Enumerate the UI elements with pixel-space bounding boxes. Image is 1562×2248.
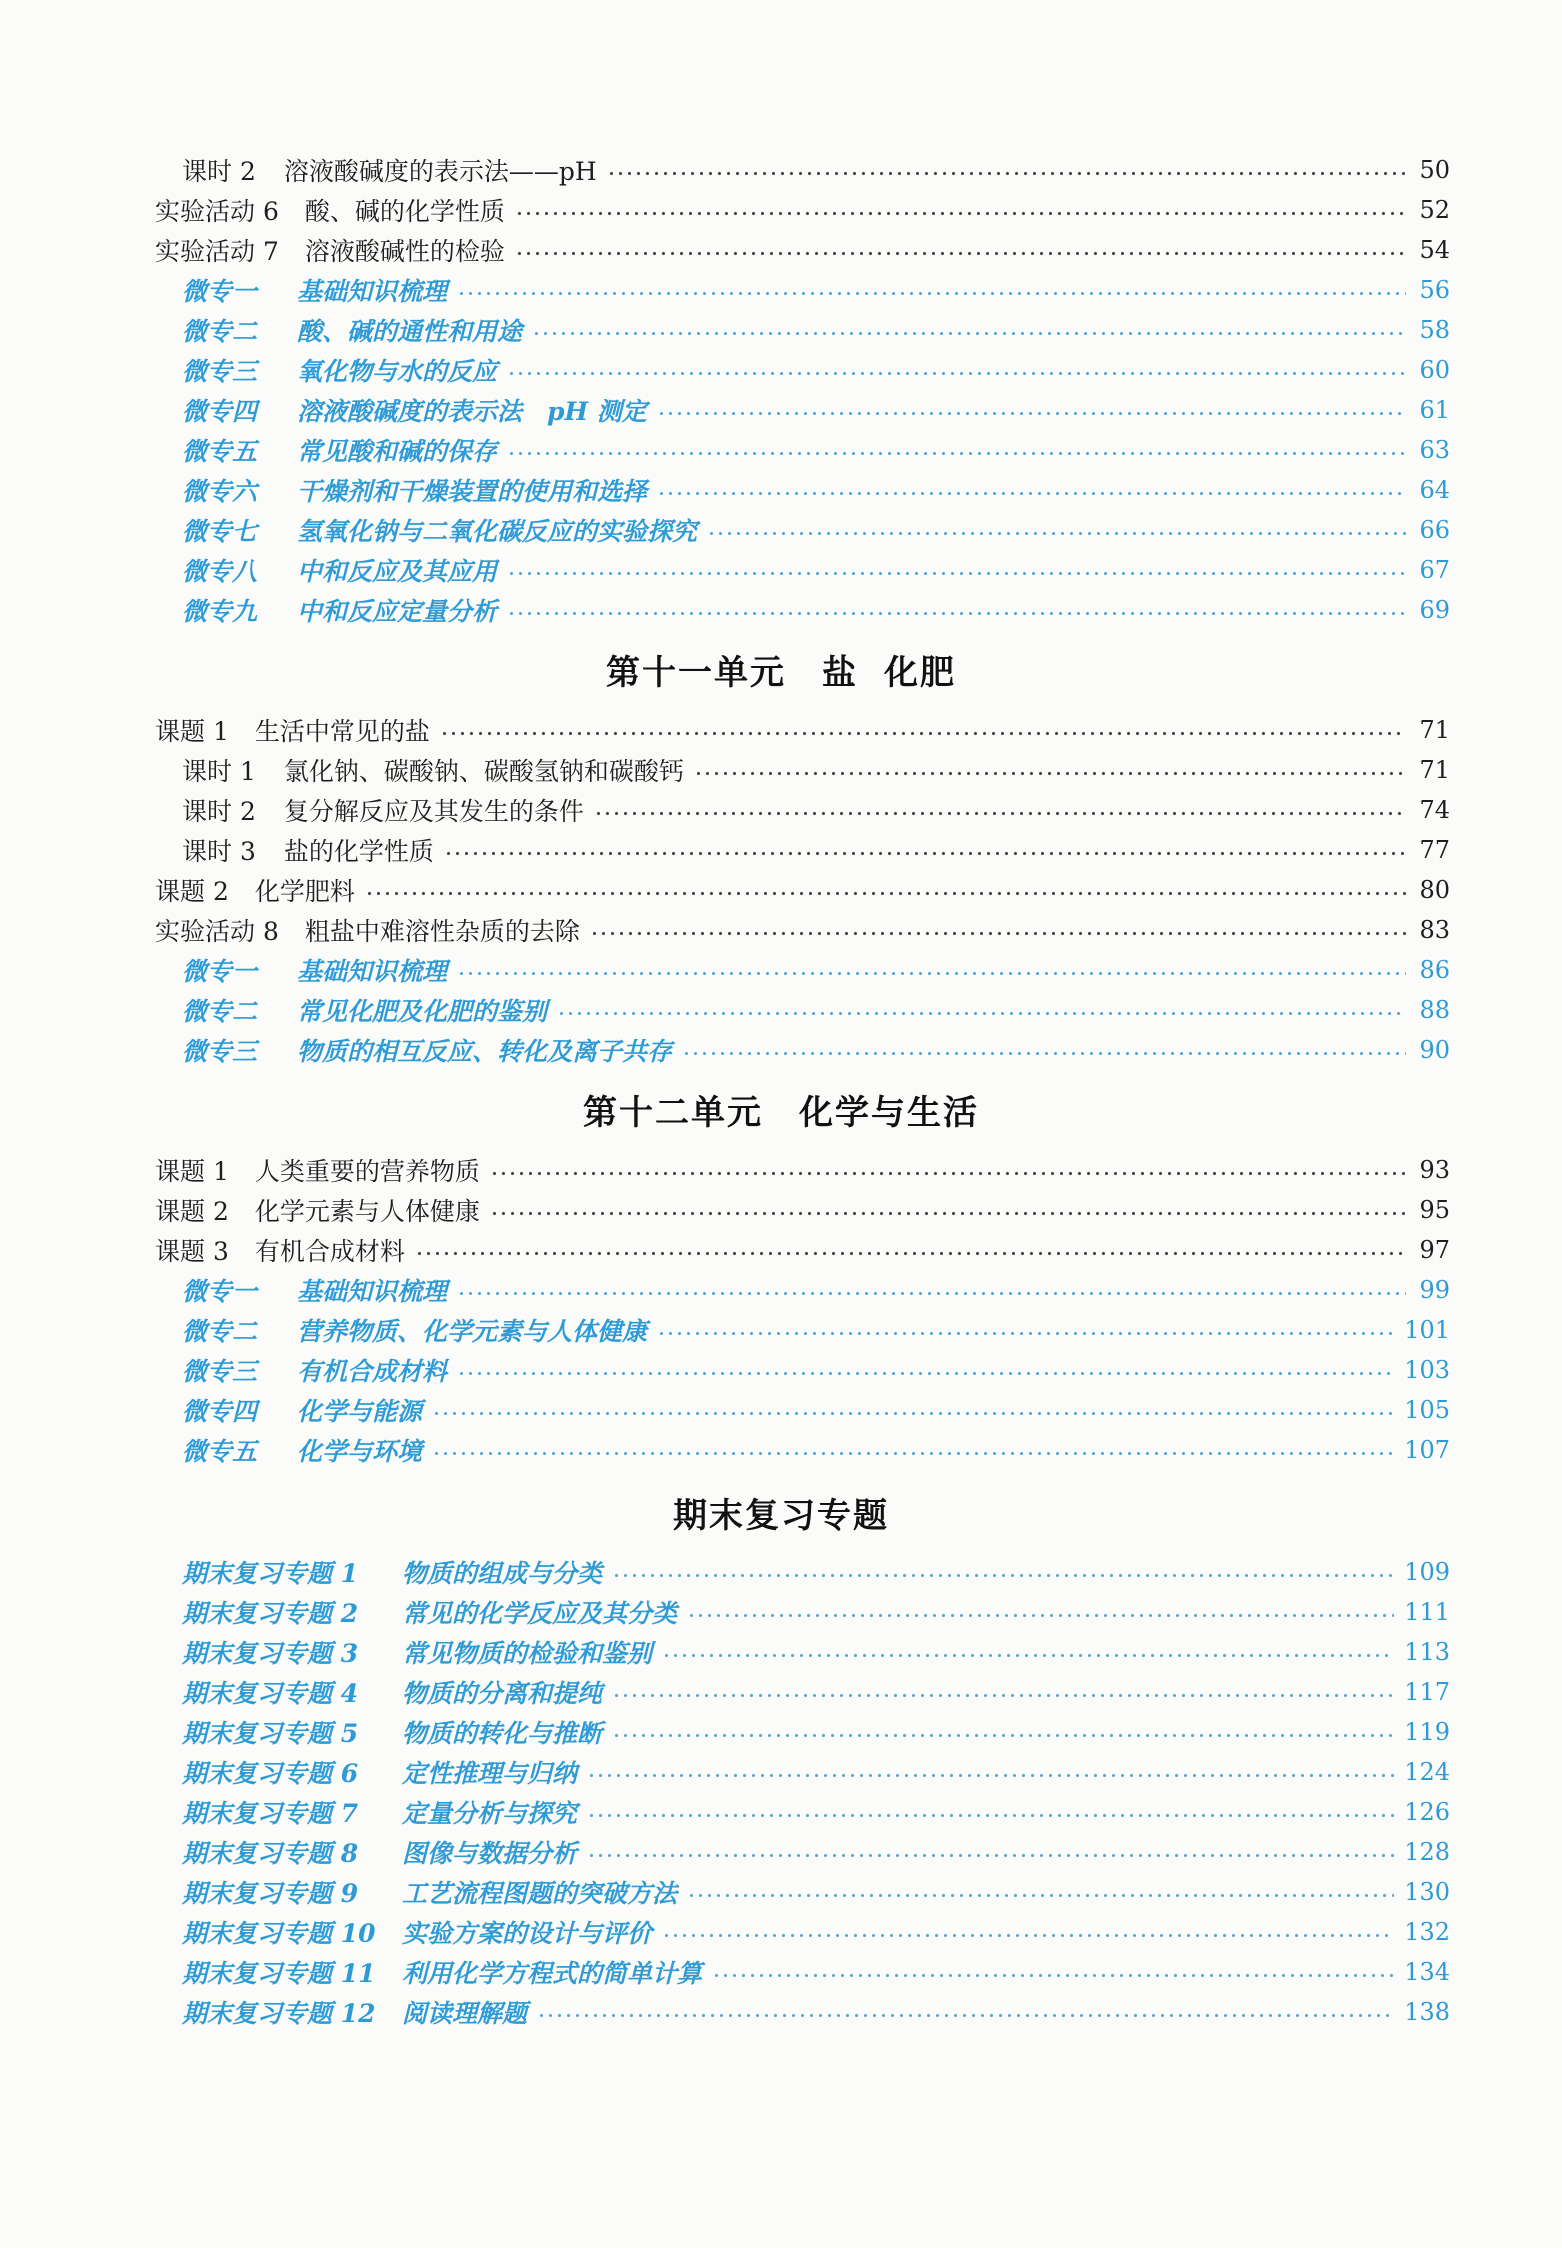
entry-title: 化学与能源 [297, 1397, 423, 1426]
entry-page: 61 [1419, 396, 1450, 424]
leader-dots [590, 932, 1406, 935]
entry-page: 90 [1419, 1036, 1450, 1064]
leader-dots [712, 1974, 1394, 1977]
leader-dots [432, 1452, 1394, 1455]
entry-title: 工艺流程图题的突破方法 [402, 1879, 678, 1908]
entry-kind: 期末复习专题 8 [182, 1839, 359, 1868]
entry-page: 117 [1404, 1678, 1450, 1706]
toc-row-micro[interactable] [0, 950, 1562, 990]
toc-row-micro[interactable] [0, 1390, 1562, 1430]
entry-kind: 实验活动 7 [155, 237, 279, 266]
entry-title: 化学与环境 [297, 1437, 423, 1466]
leader-dots [612, 1734, 1394, 1737]
leader-dots [507, 372, 1406, 375]
entry-page: 130 [1404, 1878, 1450, 1906]
toc-row-review[interactable] [0, 1592, 1562, 1632]
entry-kind: 微专二 [182, 317, 258, 346]
entry-title: 定量分析与探究 [402, 1799, 578, 1828]
entry-title: 酸、碱的通性和用途 [297, 317, 523, 346]
leader-dots [587, 1814, 1394, 1817]
leader-dots [507, 452, 1406, 455]
entry-kind: 期末复习专题 3 [182, 1639, 359, 1668]
entry-kind: 期末复习专题 2 [182, 1599, 359, 1628]
toc-row-micro[interactable] [0, 350, 1562, 390]
toc-row-micro[interactable] [0, 1310, 1562, 1350]
leader-dots [694, 772, 1406, 775]
leader-dots [537, 2014, 1394, 2017]
toc-row-review[interactable] [0, 1912, 1562, 1952]
toc-row-micro[interactable] [0, 270, 1562, 310]
entry-page: 113 [1404, 1638, 1450, 1666]
entry-title: 常见化肥及化肥的鉴别 [297, 997, 548, 1026]
entry-kind: 课题 2 [155, 877, 229, 906]
toc-section-unit11 [0, 710, 1562, 1070]
entry-kind: 期末复习专题 7 [182, 1799, 359, 1828]
toc-row-review[interactable] [0, 1712, 1562, 1752]
entry-page: 88 [1419, 996, 1450, 1024]
entry-kind: 期末复习专题 4 [182, 1679, 359, 1708]
entry-kind: 课时 1 [182, 757, 256, 786]
entry-title: 化学元素与人体健康 [254, 1197, 480, 1226]
entry-page: 99 [1419, 1276, 1450, 1304]
toc-row-micro[interactable] [0, 470, 1562, 510]
entry-kind: 微专三 [182, 357, 258, 386]
toc-row[interactable] [0, 910, 1562, 950]
leader-dots [457, 1372, 1394, 1375]
entry-page: 71 [1419, 756, 1450, 784]
entry-kind: 实验活动 6 [155, 197, 279, 226]
review-heading [0, 1488, 1562, 1537]
leader-dots [657, 1332, 1394, 1335]
leader-dots [457, 972, 1406, 975]
entry-title: 利用化学方程式的简单计算 [402, 1959, 703, 1988]
entry-page: 52 [1419, 196, 1450, 224]
toc-row-review[interactable] [0, 1632, 1562, 1672]
leader-dots [515, 252, 1406, 255]
leader-dots [532, 332, 1406, 335]
toc-row[interactable] [0, 750, 1562, 790]
toc-row-review[interactable] [0, 1832, 1562, 1872]
toc-row-micro[interactable] [0, 390, 1562, 430]
unit11-heading [0, 645, 1562, 694]
entry-title: 基础知识梳理 [297, 957, 448, 986]
entry-page: 111 [1404, 1598, 1450, 1626]
entry-page: 63 [1419, 436, 1450, 464]
leader-dots [662, 1654, 1394, 1657]
toc-row-review[interactable] [0, 1992, 1562, 2032]
entry-title: 图像与数据分析 [402, 1839, 578, 1868]
entry-kind: 课时 3 [182, 837, 256, 866]
toc-row[interactable] [0, 230, 1562, 270]
toc-row[interactable] [0, 1190, 1562, 1230]
leader-dots [587, 1854, 1394, 1857]
entry-title: 常见物质的检验和鉴别 [402, 1639, 653, 1668]
toc-row[interactable] [0, 1230, 1562, 1270]
toc-row-micro[interactable] [0, 430, 1562, 470]
entry-kind: 期末复习专题 11 [182, 1959, 376, 1988]
toc-row[interactable] [0, 150, 1562, 190]
toc-row-micro[interactable] [0, 310, 1562, 350]
entry-page: 107 [1404, 1436, 1450, 1464]
unit11-heading-number: 第十一单元 [606, 653, 786, 693]
unit12-heading-title: 化学与生活 [799, 1093, 979, 1133]
entry-title: 氯化钠、碳酸钠、碳酸氢钠和碳酸钙 [283, 757, 684, 786]
leader-dots [594, 812, 1406, 815]
toc-row-micro[interactable] [0, 590, 1562, 630]
entry-title: 阅读理解题 [402, 1999, 528, 2028]
entry-kind: 课时 2 [182, 797, 256, 826]
unit11-heading-title-a: 盐 [822, 653, 858, 693]
entry-page: 74 [1419, 796, 1450, 824]
toc-section-review [0, 1552, 1562, 2032]
entry-title: 有机合成材料 [254, 1237, 405, 1266]
entry-page: 83 [1419, 916, 1450, 944]
leader-dots [457, 292, 1406, 295]
toc-row-micro[interactable] [0, 1030, 1562, 1070]
entry-page: 71 [1419, 716, 1450, 744]
entry-kind: 微专三 [182, 1037, 258, 1066]
toc-row[interactable] [0, 830, 1562, 870]
entry-kind: 期末复习专题 10 [182, 1919, 376, 1948]
toc-row-review[interactable] [0, 1752, 1562, 1792]
entry-page: 77 [1419, 836, 1450, 864]
entry-page: 93 [1419, 1156, 1450, 1184]
entry-title: 溶液酸碱度的表示法——pH [283, 157, 597, 186]
entry-title: 干燥剂和干燥装置的使用和选择 [297, 477, 648, 506]
entry-kind: 课题 3 [155, 1237, 229, 1266]
entry-title: 常见酸和碱的保存 [297, 437, 498, 466]
unit12-heading-number: 第十二单元 [583, 1093, 763, 1133]
entry-kind: 期末复习专题 12 [182, 1999, 376, 2028]
entry-page: 128 [1404, 1838, 1450, 1866]
entry-kind: 微专四 [182, 397, 258, 426]
leader-dots [612, 1694, 1394, 1697]
entry-page: 124 [1404, 1758, 1450, 1786]
leader-dots [432, 1412, 1394, 1415]
toc-row-review[interactable] [0, 1872, 1562, 1912]
entry-kind: 微专三 [182, 1357, 258, 1386]
entry-page: 56 [1419, 276, 1450, 304]
toc-row-review[interactable] [0, 1552, 1562, 1592]
entry-kind: 课题 1 [155, 1157, 229, 1186]
leader-dots [657, 412, 1406, 415]
entry-page: 138 [1404, 1998, 1450, 2026]
entry-title: 盐的化学性质 [283, 837, 434, 866]
entry-title: 溶液酸碱性的检验 [304, 237, 505, 266]
toc-row-micro[interactable] [0, 1270, 1562, 1310]
entry-title: 基础知识梳理 [297, 277, 448, 306]
entry-kind: 课时 2 [182, 157, 256, 186]
leader-dots [607, 172, 1406, 175]
leader-dots [444, 852, 1406, 855]
toc-row-micro[interactable] [0, 1350, 1562, 1390]
leader-dots [440, 732, 1406, 735]
entry-kind: 微专六 [182, 477, 258, 506]
entry-title: 生活中常见的盐 [254, 717, 430, 746]
leader-dots [707, 532, 1406, 535]
entry-title: 定性推理与归纳 [402, 1759, 578, 1788]
entry-page: 132 [1404, 1918, 1450, 1946]
entry-title: 实验方案的设计与评价 [402, 1919, 653, 1948]
entry-kind: 实验活动 8 [155, 917, 279, 946]
entry-page: 119 [1404, 1718, 1450, 1746]
toc-section-unit12 [0, 1150, 1562, 1470]
entry-page: 109 [1404, 1558, 1450, 1586]
entry-title: 溶液酸碱度的表示法 pH 测定 [297, 397, 647, 426]
entry-page: 103 [1404, 1356, 1450, 1384]
leader-dots [682, 1052, 1406, 1055]
leader-dots [457, 1292, 1406, 1295]
entry-kind: 微专八 [182, 557, 258, 586]
toc-row-review[interactable] [0, 1792, 1562, 1832]
entry-title: 酸、碱的化学性质 [304, 197, 505, 226]
entry-kind: 课题 2 [155, 1197, 229, 1226]
entry-page: 95 [1419, 1196, 1450, 1224]
entry-title: 物质的分离和提纯 [402, 1679, 603, 1708]
entry-kind: 期末复习专题 6 [182, 1759, 359, 1788]
leader-dots [557, 1012, 1406, 1015]
entry-title: 化学肥料 [254, 877, 355, 906]
leader-dots [662, 1934, 1394, 1937]
entry-title: 有机合成材料 [297, 1357, 448, 1386]
entry-page: 64 [1419, 476, 1450, 504]
entry-title: 营养物质、化学元素与人体健康 [297, 1317, 648, 1346]
entry-title: 人类重要的营养物质 [254, 1157, 480, 1186]
entry-kind: 微专一 [182, 1277, 258, 1306]
toc-row-micro[interactable] [0, 990, 1562, 1030]
entry-kind: 微专七 [182, 517, 258, 546]
toc-row-micro[interactable] [0, 550, 1562, 590]
entry-page: 134 [1404, 1958, 1450, 1986]
leader-dots [365, 892, 1406, 895]
entry-kind: 微专二 [182, 1317, 258, 1346]
toc-row[interactable] [0, 1150, 1562, 1190]
entry-page: 58 [1419, 316, 1450, 344]
entry-title: 常见的化学反应及其分类 [402, 1599, 678, 1628]
entry-title: 氧化物与水的反应 [297, 357, 498, 386]
unit12-heading [0, 1085, 1562, 1134]
leader-dots [687, 1614, 1394, 1617]
entry-page: 50 [1419, 156, 1450, 184]
leader-dots [687, 1894, 1394, 1897]
entry-title: 物质的组成与分类 [402, 1559, 603, 1588]
unit11-heading-title-b: 化肥 [884, 653, 956, 693]
entry-title: 氢氧化钠与二氧化碳反应的实验探究 [297, 517, 698, 546]
entry-title: 物质的转化与推断 [402, 1719, 603, 1748]
leader-dots [587, 1774, 1394, 1777]
entry-page: 60 [1419, 356, 1450, 384]
toc-row-micro[interactable] [0, 1430, 1562, 1470]
toc-row[interactable] [0, 870, 1562, 910]
leader-dots [657, 492, 1406, 495]
entry-kind: 微专一 [182, 277, 258, 306]
entry-kind: 微专五 [182, 437, 258, 466]
entry-kind: 期末复习专题 5 [182, 1719, 359, 1748]
leader-dots [415, 1252, 1406, 1255]
entry-page: 86 [1419, 956, 1450, 984]
review-heading-title: 期末复习专题 [673, 1496, 889, 1536]
entry-page: 105 [1404, 1396, 1450, 1424]
toc-row[interactable] [0, 190, 1562, 230]
leader-dots [515, 212, 1406, 215]
entry-title: 粗盐中难溶性杂质的去除 [304, 917, 580, 946]
leader-dots [612, 1574, 1394, 1577]
entry-kind: 微专九 [182, 597, 258, 626]
entry-page: 67 [1419, 556, 1450, 584]
entry-kind: 期末复习专题 9 [182, 1879, 359, 1908]
leader-dots [490, 1212, 1406, 1215]
entry-title: 复分解反应及其发生的条件 [283, 797, 584, 826]
toc-section-unit10 [0, 150, 1562, 630]
toc-row-micro[interactable] [0, 510, 1562, 550]
entry-page: 54 [1419, 236, 1450, 264]
entry-page: 97 [1419, 1236, 1450, 1264]
entry-title: 中和反应定量分析 [297, 597, 498, 626]
toc-row-review[interactable] [0, 1672, 1562, 1712]
entry-page: 80 [1419, 876, 1450, 904]
entry-kind: 期末复习专题 1 [182, 1559, 359, 1588]
leader-dots [507, 612, 1406, 615]
entry-kind: 微专五 [182, 1437, 258, 1466]
entry-title: 中和反应及其应用 [297, 557, 498, 586]
entry-kind: 微专二 [182, 997, 258, 1026]
entry-kind: 微专四 [182, 1397, 258, 1426]
entry-page: 69 [1419, 596, 1450, 624]
entry-page: 66 [1419, 516, 1450, 544]
entry-title: 基础知识梳理 [297, 1277, 448, 1306]
entry-kind: 课题 1 [155, 717, 229, 746]
entry-kind: 微专一 [182, 957, 258, 986]
entry-title: 物质的相互反应、转化及离子共存 [297, 1037, 673, 1066]
toc-row-review[interactable] [0, 1952, 1562, 1992]
toc-row[interactable] [0, 710, 1562, 750]
toc-row[interactable] [0, 790, 1562, 830]
entry-page: 126 [1404, 1798, 1450, 1826]
leader-dots [507, 572, 1406, 575]
entry-page: 101 [1404, 1316, 1450, 1344]
leader-dots [490, 1172, 1406, 1175]
